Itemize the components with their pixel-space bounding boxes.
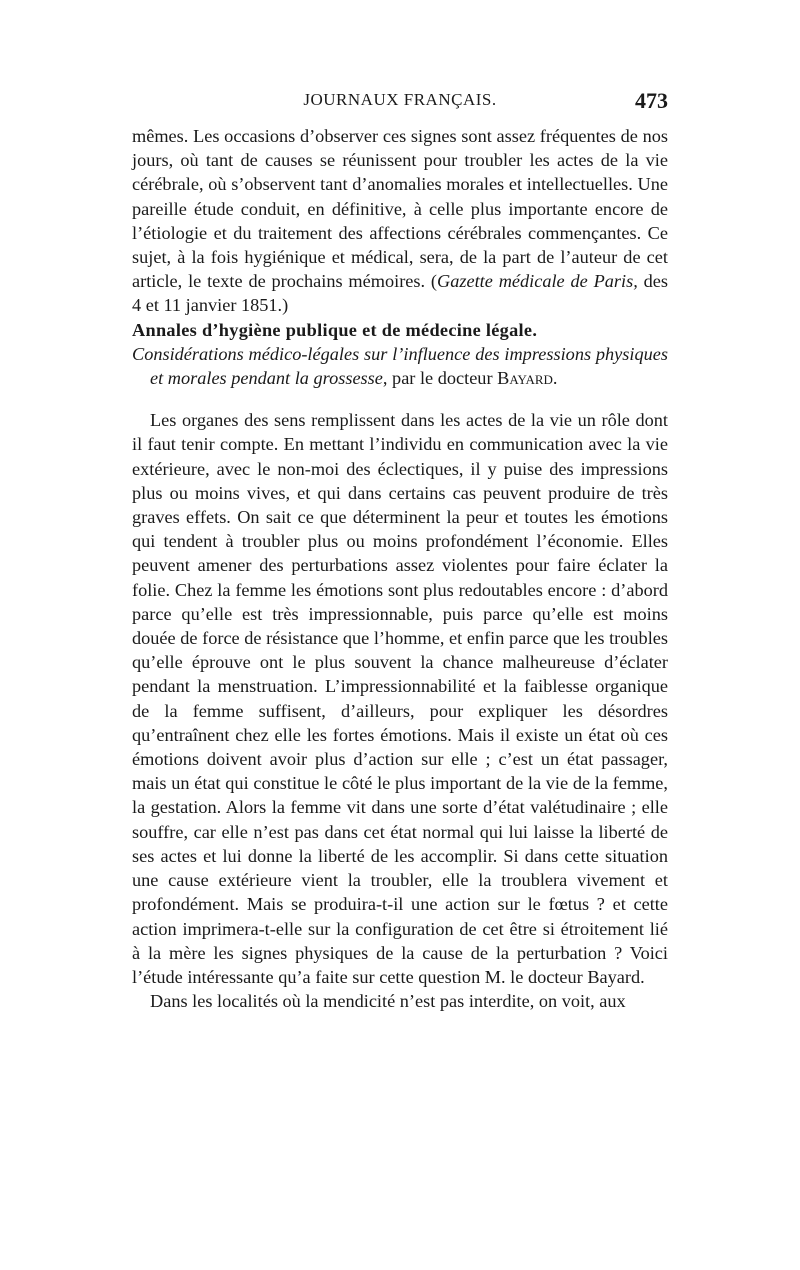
article-title-text: Considérations médico-légales sur l’influence des impressions physiques et morales pendant la grossesse <box>132 343 668 389</box>
source-date: des 4 et 11 janvier 1851.) <box>132 271 668 316</box>
intro-text: mêmes. Les occasions d’observer ces signes sont assez fréquentes de nos jours, où tant de causes se réunissent pour troubler les actes de la vie cérébrale, où s’observent tant d’anomalies morales et intellectuelles. Une pareille étude conduit, en définitive, à celle plus importante encore de l’étiologie et du traitement des affections cérébrales commençantes. Ce sujet, à la fois hygiénique et médical, sera, de la part de l’auteur de cet article, le texte de prochains mémoires. ( <box>132 126 668 292</box>
source-citation: Gazette médicale de Paris, <box>437 271 638 292</box>
article-author: Bayard. <box>497 368 558 389</box>
body-paragraph: Les organes des sens remplissent dans les actes de la vie un rôle dont il faut tenir compte. En mettant l’individu en communication avec la vie extérieure, avec le non-moi des éclectiques, il y puise des impressions plus ou moins vives, et qui dans certains cas peuvent produire de très graves effets. On sait ce que déterminent la peur et toutes les émotions qui tendent à troubler plus ou moins profondément l’économie. Elles peuvent amener des perturbations assez violentes pour faire éclater la folie. Chez la femme les émotions sont plus redoutables encore : d’abord parce qu’elle est très impressionnable, puis parce qu’elle est moins douée de force de résistance que l’homme, et enfin parce que les troubles qu’elle éprouve ont le plus souvent la chance malheureuse d’éclater pendant la menstruation. L’impressionnabilité et la faiblesse organique de la femme suffisent, d’ailleurs, pour expliquer les désordres qu’entraînent chez elle les fortes émotions. Mais il existe un état où ces émotions doivent avoir plus d’action sur elle ; c’est un état passager, mais un état qui constitue le côté le plus important de la vie de la femme, la gestation. Alors la femme vit dans une sorte d’état valétudinaire ; elle souffre, car elle n’est pas dans cet état normal qui lui laisse la liberté de ses actes et lui donne la liberté de les accomplir. Si dans cette situation une cause extérieure vient la troubler, elle la troublera vivement et profondément. Mais se produira-t-il une action sur le fœtus ? et cette action imprimera-t-elle sur la configuration de cet être si étroitement lié à la mère les signes physiques de la cause de la perturbation ? Voici l’étude intéressante qu’a faite sur cette question M. le docteur Bayard. <box>132 410 668 987</box>
page-header <box>132 90 668 116</box>
body-paragraph: Dans les localités où la mendicité n’est pas interdite, on voit, aux <box>150 991 626 1012</box>
spacer <box>132 390 668 408</box>
running-head: JOURNAUX FRANÇAIS. <box>303 90 497 109</box>
intro-paragraph <box>132 124 668 318</box>
article-title-tail: , par le docteur <box>382 368 498 389</box>
section-heading: Annales d’hygiène publique et de médecine légale. <box>132 319 538 340</box>
article-title <box>132 342 668 390</box>
page-body <box>132 124 668 1013</box>
page-number: 473 <box>635 88 668 113</box>
